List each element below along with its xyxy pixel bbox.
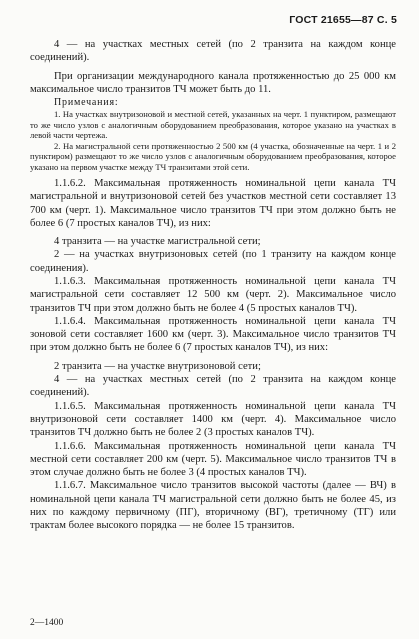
list-item: 2 транзита — на участке внутризоновой сети; xyxy=(54,360,261,372)
notes-title: Примечания: xyxy=(54,97,119,109)
section-paragraph: 1.1.6.6. Максимальная протяженность номинальной цепи канала ТЧ местной сети составляет 200 км (черт. 5). Максимальное число транзитов ТЧ в этом случае должно быть не более 3 (4 простых каналов ТЧ). xyxy=(30,440,396,479)
list-item: 4 транзита — на участке магистральной сети; xyxy=(54,236,261,248)
paragraph: При организации международного канала протяженностью до 25 000 км максимальное число транзитов ТЧ может быть до 11. xyxy=(30,70,396,95)
page-header: ГОСТ 21655—87 С. 5 xyxy=(289,14,397,26)
page-footer-mark: 2—1400 xyxy=(30,618,64,628)
document-body xyxy=(30,38,396,533)
section-paragraph: 1.1.6.2. Максимальная протяженность номинальной цепи канала ТЧ магистральной и внутризоновой сетей без участков местной сети составляет 13 700 км (черт. 1). Максимальное число транзитов ТЧ при этом должно быть не более 6 (7 простых каналов ТЧ), из них: xyxy=(30,177,396,229)
section-paragraph: 1.1.6.7. Максимальное число транзитов высокой частоты (далее — ВЧ) в номинальной цепи канала ТЧ магистральной сети должно быть не более 45, из них по каждому первичному (ПГ), вторичному (ВГ), третичному (ТГ) или трактам более высокого порядка — не более 15 транзитов. xyxy=(30,480,396,532)
section-paragraph: 1.1.6.3. Максимальная протяженность номинальной цепи канала ТЧ магистральной сети составляет 12 500 км (черт. 2). Максимальное число транзитов ТЧ при этом должно быть не более 4 (5 простых каналов ТЧ). xyxy=(30,276,396,314)
paragraph: 4 — на участках местных сетей (по 2 транзита на каждом конце соединений). xyxy=(30,39,396,64)
note-item: 2. На магистральной сети протяженностью 2 500 км (4 участка, обозначенные на черт. 1 и 2 пунктиром) размещают то же число узлов с аналогичным оборудованием преобразования, которое указано на первом участке между ТЧ транзитами этой сети. xyxy=(30,140,396,172)
list-item: 2 — на участках внутризоновых сетей (по 1 транзиту на каждом конце соединения). xyxy=(30,249,396,274)
section-paragraph: 1.1.6.4. Максимальная протяженность номинальной цепи канала ТЧ зоновой сети составляет 1600 км (черт. 3). Максимальное число транзитов ТЧ при этом должно быть не более 6 (7 простых каналов ТЧ), из них: xyxy=(30,315,396,354)
section-paragraph: 1.1.6.5. Максимальная протяженность номинальной цепи канала ТЧ внутризоновой сети составляет 1400 км (черт. 4). Максимальное число транзитов ТЧ должно быть не более 2 (3 простых каналов ТЧ). xyxy=(30,400,396,439)
note-item: 1. На участках внутризоновой и местной сетей, указанных на черт. 1 пунктиром, размещают то же число узлов с аналогичным оборудованием преобразования, которое указано на участках в левой части чертежа. xyxy=(30,109,396,141)
list-item: 4 — на участках местных сетей (по 2 транзита на каждом конце соединений). xyxy=(30,374,396,399)
